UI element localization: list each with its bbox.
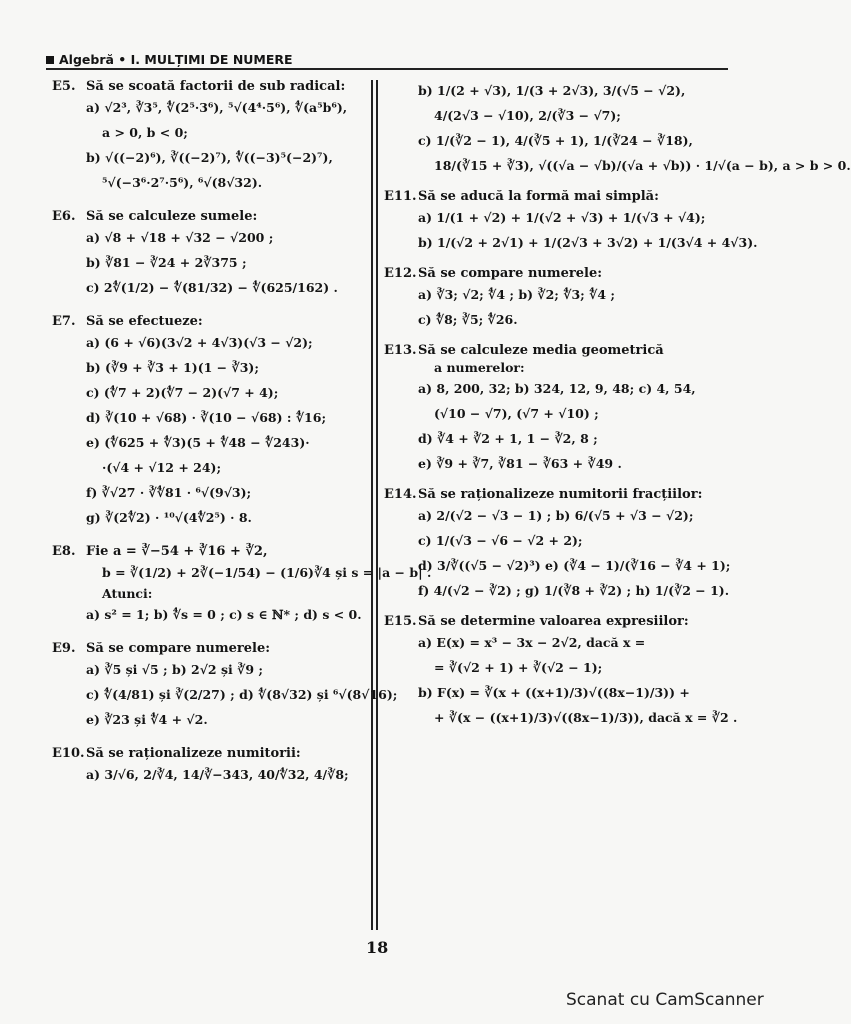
exercise-title (52, 640, 364, 657)
exercise-title (52, 543, 364, 560)
column-divider (371, 80, 373, 930)
exercise-line: b) 1/(2 + √3), 1/(3 + 2√3), 3/(√5 − √2), (418, 83, 686, 98)
exercise-line: a) √8 + √18 + √32 − √200 ; (86, 230, 274, 245)
right-column (384, 78, 851, 740)
exercise-line: a numerelor: (434, 360, 525, 375)
exercise-statement: Fie a = ∛−54 + ∛16 + ∛2, (86, 544, 268, 559)
exercise-line: d) ∛4 + ∛2 + 1, 1 − ∛2, 8 ; (418, 431, 598, 446)
exercise-line: ·(√4 + √12 + 24); (102, 460, 222, 475)
exercise-title (384, 265, 728, 282)
running-header (46, 52, 293, 67)
exercise-line: a) E(x) = x³ − 3x − 2√2, dacă x = (418, 635, 646, 650)
exercise-line: e) (∜625 + ∜3)(5 + ∜48 − ∜243)· (86, 435, 310, 450)
exercise-statement: Să se scoată factorii de sub radical: (86, 79, 346, 94)
exercise-number: E9. (52, 641, 76, 656)
exercise-title (384, 613, 728, 630)
exercise-number: E7. (52, 314, 76, 329)
exercise-line: a) s² = 1; b) ∜s = 0 ; c) s ∈ ℕ* ; d) s < 0. (86, 607, 362, 622)
exercise (52, 313, 364, 530)
exercise-title (384, 342, 728, 359)
exercise-line: a) 2/(√2 − √3 − 1) ; b) 6/(√5 + √3 − √2); (418, 508, 694, 523)
exercise (384, 342, 728, 476)
exercise-title (52, 78, 364, 95)
exercise-line: c) ∜(4/81) și ∛(2/27) ; d) ∜(8√32) și ⁶√(8√16); (86, 687, 398, 702)
exercise-number: E15. (384, 614, 417, 629)
exercise-line: b) (∛9 + ∛3 + 1)(1 − ∛3); (86, 360, 259, 375)
exercise-title (52, 313, 364, 330)
exercise-line: f) ∛√27 · ∛∜81 · ⁶√(9√3); (86, 485, 252, 500)
exercise-number: E8. (52, 544, 76, 559)
exercise-line: (√10 − √7), (√7 + √10) ; (434, 406, 599, 421)
exercise-line: b) 1/(√2 + 2√1) + 1/(2√3 + 3√2) + 1/(3√4 + 4√3). (418, 235, 758, 250)
exercise-line: d) 3/∛((√5 − √2)³) e) (∛4 − 1)/(∛16 − ∛4 + 1); (418, 558, 731, 573)
exercise-statement: Să se efectueze: (86, 314, 203, 329)
exercise (384, 188, 758, 255)
exercise-line: a) (6 + √6)(3√2 + 4√3)(√3 − √2); (86, 335, 313, 350)
exercise-title (52, 745, 364, 762)
exercise-line: a) 8, 200, 32; b) 324, 12, 9, 48; c) 4, 54, (418, 381, 696, 396)
exercise-line: a) ∛5 și √5 ; b) 2√2 și ∛9 ; (86, 662, 263, 677)
exercise-line: + ∛(x − ((x+1)/3)√((8x−1)/3)), dacă x = ∛2 . (434, 710, 738, 725)
square-bullet-icon (46, 56, 54, 64)
exercise-statement: Să se calculeze media geometrică (418, 343, 664, 358)
exercise (52, 745, 364, 787)
exercise-number: E5. (52, 79, 76, 94)
exercise-line: c) 1/(√3 − √6 − √2 + 2); (418, 533, 583, 548)
exercise-line: f) 4/(√2 − ∛2) ; g) 1/(∛8 + ∛2) ; h) 1/(∛2 − 1). (418, 583, 730, 598)
exercise-statement: Să se compare numerele: (418, 266, 603, 281)
page-number: 18 (366, 938, 389, 957)
exercise-statement: Să se calculeze sumele: (86, 209, 258, 224)
header-title: Algebră • I. MULȚIMI DE NUMERE (59, 52, 293, 67)
exercise-statement: Să se raționalizeze numitorii fracțiilor: (418, 487, 703, 502)
exercise (384, 265, 728, 332)
exercise-number: E10. (52, 746, 85, 761)
exercise-line: a) 1/(1 + √2) + 1/(√2 + √3) + 1/(√3 + √4); (418, 210, 706, 225)
exercise-statement: Să se compare numerele: (86, 641, 271, 656)
exercise-number: E14. (384, 487, 417, 502)
exercise (52, 208, 364, 300)
exercise (384, 613, 738, 730)
exercise-line: b) F(x) = ∛(x + ((x+1)/3)√((8x−1)/3)) + (418, 685, 690, 700)
exercise-line: ⁵√(−3⁶·2⁷·5⁶), ⁶√(8√32). (102, 175, 263, 190)
exercise-line: e) ∛9 + ∛7, ∛81 − ∛63 + ∛49 . (418, 456, 622, 471)
exercise-statement: Să se determine valoarea expresiilor: (418, 614, 689, 629)
exercise-line: a) ∛3; √2; ∜4 ; b) ∛2; ∜3; ∜4 ; (418, 287, 615, 302)
exercise-line: a) √2³, ∛3⁵, ∜(2⁵·3⁶), ⁵√(4⁴·5⁶), ∜(a⁵b⁶), (86, 100, 348, 115)
exercise-line: a > 0, b < 0; (102, 125, 188, 140)
exercise-title (384, 188, 728, 205)
scanner-watermark: Scanat cu CamScanner (566, 990, 764, 1010)
exercise-line: c) 2∜(1/2) − ∜(81/32) − ∜(625/162) . (86, 280, 338, 295)
exercise-title (384, 486, 728, 503)
exercise-line: b = ∛(1/2) + 2∛(−1/54) − (1/6)∛4 și s = |a − b| . (102, 565, 432, 580)
exercise-number: E11. (384, 189, 417, 204)
exercise-line: 18/(∛15 + ∛3), √((√a − √b)/(√a + √b)) · 1/√(a − b), a > b > 0. (434, 158, 851, 173)
exercise (52, 78, 364, 195)
exercise-number: E6. (52, 209, 76, 224)
exercise-statement: Să se raționalizeze numitorii: (86, 746, 301, 761)
exercise-line: b) √((−2)⁶), ∛((−2)⁷), ∜((−3)⁵(−2)⁷), (86, 150, 333, 165)
exercise-statement: Să se aducă la formă mai simplă: (418, 189, 659, 204)
exercise (52, 640, 398, 732)
exercise-line: c) 1/(∛2 − 1), 4/(∛5 + 1), 1/(∛24 − ∛18), (418, 133, 693, 148)
exercise-line: a) 3/√6, 2/∛4, 14/∛−343, 40/∜32, 4/∛8; (86, 767, 349, 782)
exercise-line: e) ∛23 și ∜4 + √2. (86, 712, 208, 727)
exercise-line: c) ∜8; ∛5; ∜26. (418, 312, 518, 327)
header-rule (46, 68, 728, 70)
column-divider-second (376, 80, 378, 930)
exercise-line: b) ∛81 − ∛24 + 2∛375 ; (86, 255, 247, 270)
exercise (384, 78, 851, 178)
exercise (384, 486, 731, 603)
exercise-line: = ∛(√2 + 1) + ∛(√2 − 1); (434, 660, 603, 675)
exercise-line: d) ∛(10 + √68) · ∛(10 − √68) : ∜16; (86, 410, 327, 425)
exercise-number: E13. (384, 343, 417, 358)
exercise-line: Atunci: (102, 586, 153, 601)
exercise-title (52, 208, 364, 225)
exercise-line: 4/(2√3 − √10), 2/(∛3 − √7); (434, 108, 621, 123)
exercise-line: g) ∛(2∜2) · ¹⁰√(4∜2⁵) · 8. (86, 510, 252, 525)
exercise-line: c) (∜7 + 2)(∜7 − 2)(√7 + 4); (86, 385, 279, 400)
exercise-number: E12. (384, 266, 417, 281)
